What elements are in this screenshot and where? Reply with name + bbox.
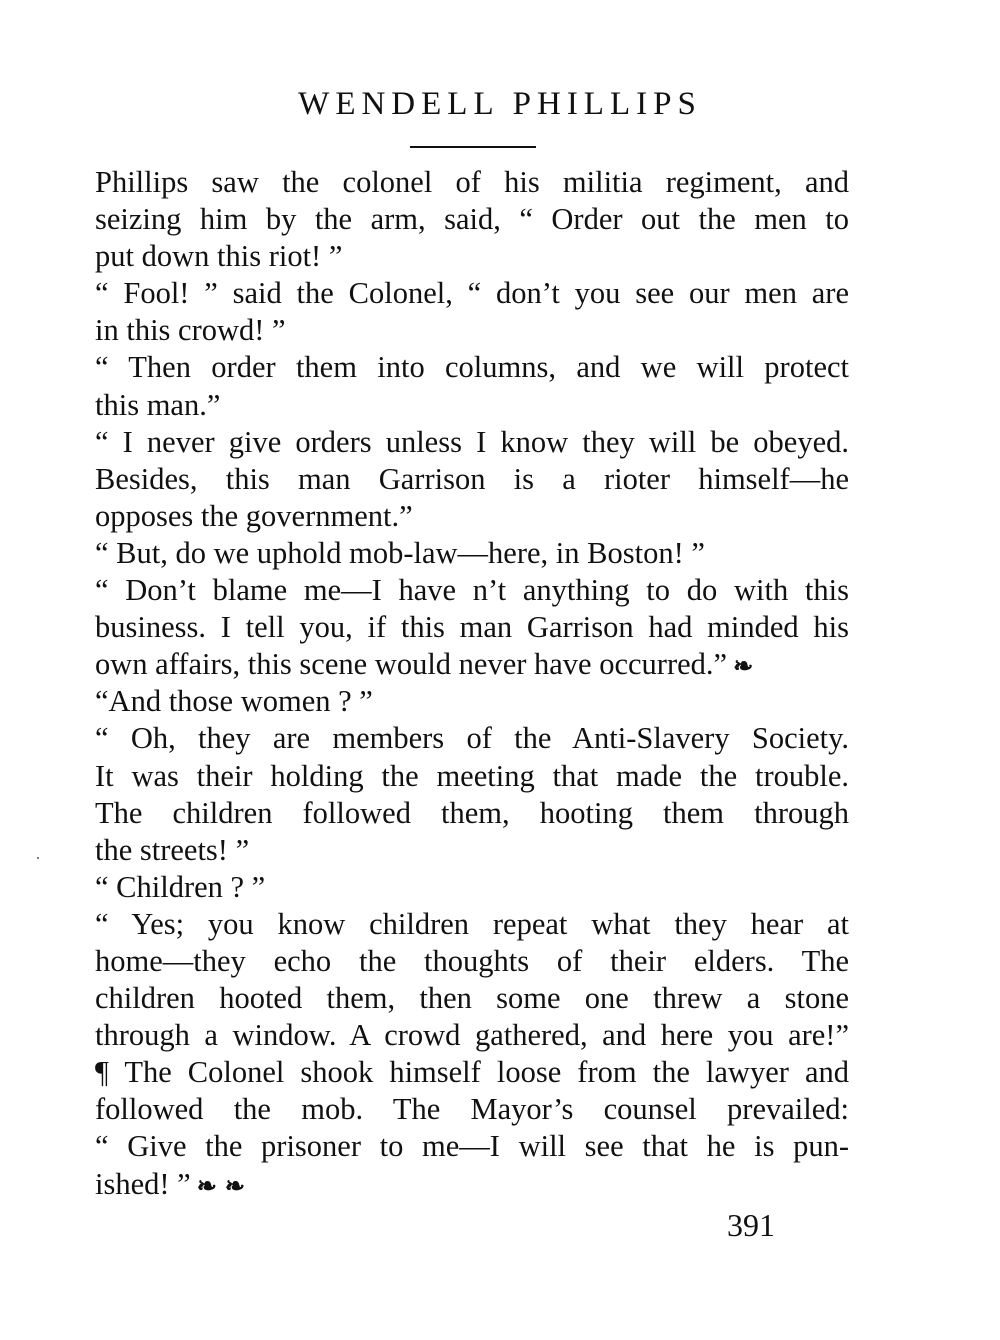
text-line [95, 832, 849, 869]
text-line [95, 758, 849, 795]
text-line [95, 312, 849, 349]
text-line-content: in this crowd! ” [95, 313, 286, 348]
text-line-content: Phillips saw the colonel of his militia regiment, and [95, 165, 849, 199]
text-line-content: the streets! ” [95, 832, 250, 867]
text-line [95, 646, 849, 683]
text-line-content: through a window. A crowd gathered, and here you are!” [95, 1018, 849, 1053]
text-line [95, 275, 849, 312]
head-rule [410, 146, 536, 148]
text-line [95, 720, 849, 757]
text-line [95, 424, 849, 461]
text-line-content: this man.” [95, 387, 221, 422]
text-line-content: seizing him by the arm, said, “ Order out the men to [95, 202, 849, 237]
text-line-content: ished! ” [95, 1166, 191, 1201]
text-line [95, 1128, 849, 1165]
text-line-content: “ I never give orders unless I know they will be obeyed. [95, 424, 849, 459]
text-line [95, 795, 849, 832]
running-head: WENDELL PHILLIPS [298, 86, 702, 122]
text-line-content: put down this riot! ” [95, 239, 343, 274]
ornament-icon: ❧ [196, 1173, 215, 1200]
text-line-content: followed the mob. The Mayor’s counsel prevailed: [95, 1092, 849, 1127]
text-line-content: “And those women ? ” [95, 684, 373, 719]
text-line-content: home—they echo the thoughts of their elders. The [95, 943, 849, 978]
body-text [95, 164, 849, 1203]
text-line-content: “ Don’t blame me—I have n’t anything to do with this [95, 573, 849, 608]
text-line-content: children hooted them, then some one threw a stone [95, 981, 849, 1016]
text-line-content: own affairs, this scene would never have occurred.” [95, 647, 728, 682]
text-line [95, 349, 849, 386]
text-line [95, 1166, 849, 1203]
text-line [95, 943, 849, 980]
text-line [95, 572, 849, 609]
text-line [95, 980, 849, 1017]
text-line-content: “ Give the prisoner to me—I will see that he is pun- [95, 1129, 849, 1164]
ornament-icon: ❧ [733, 654, 752, 681]
text-line-content: It was their holding the meeting that made the trouble. [95, 758, 849, 793]
text-line-content: Besides, this man Garrison is a rioter himself—he [95, 461, 849, 496]
text-line [95, 535, 849, 572]
text-line [95, 906, 849, 943]
text-line-content: “ Oh, they are members of the Anti-Slavery Society. [95, 721, 849, 756]
ornament-icon: ❧ [224, 1173, 243, 1200]
text-line [95, 201, 849, 238]
text-line-content: ¶ The Colonel shook himself loose from the lawyer and [95, 1055, 849, 1090]
text-line [95, 609, 849, 646]
text-line [95, 1054, 849, 1091]
text-line [95, 869, 849, 906]
text-line-content: “ Yes; you know children repeat what they hear at [95, 906, 849, 941]
text-line [95, 387, 849, 424]
page-number: 391 [727, 1207, 775, 1243]
text-line [95, 164, 849, 201]
text-line-content: The children followed them, hooting them through [95, 795, 849, 830]
text-line [95, 1091, 849, 1128]
text-line-content: opposes the government.” [95, 498, 413, 533]
text-line [95, 238, 849, 275]
text-line-content: “ But, do we uphold mob-law—here, in Boston! ” [95, 535, 705, 570]
stray-mark [37, 857, 39, 859]
text-line-content: “ Fool! ” said the Colonel, “ don’t you see our men are [95, 276, 849, 311]
text-line [95, 1017, 849, 1054]
text-line [95, 683, 849, 720]
text-line [95, 461, 849, 498]
text-line [95, 498, 849, 535]
text-line-content: “ Children ? ” [95, 869, 266, 904]
text-line-content: “ Then order them into columns, and we will protect [95, 350, 849, 385]
text-line-content: business. I tell you, if this man Garrison had minded his [95, 610, 849, 645]
